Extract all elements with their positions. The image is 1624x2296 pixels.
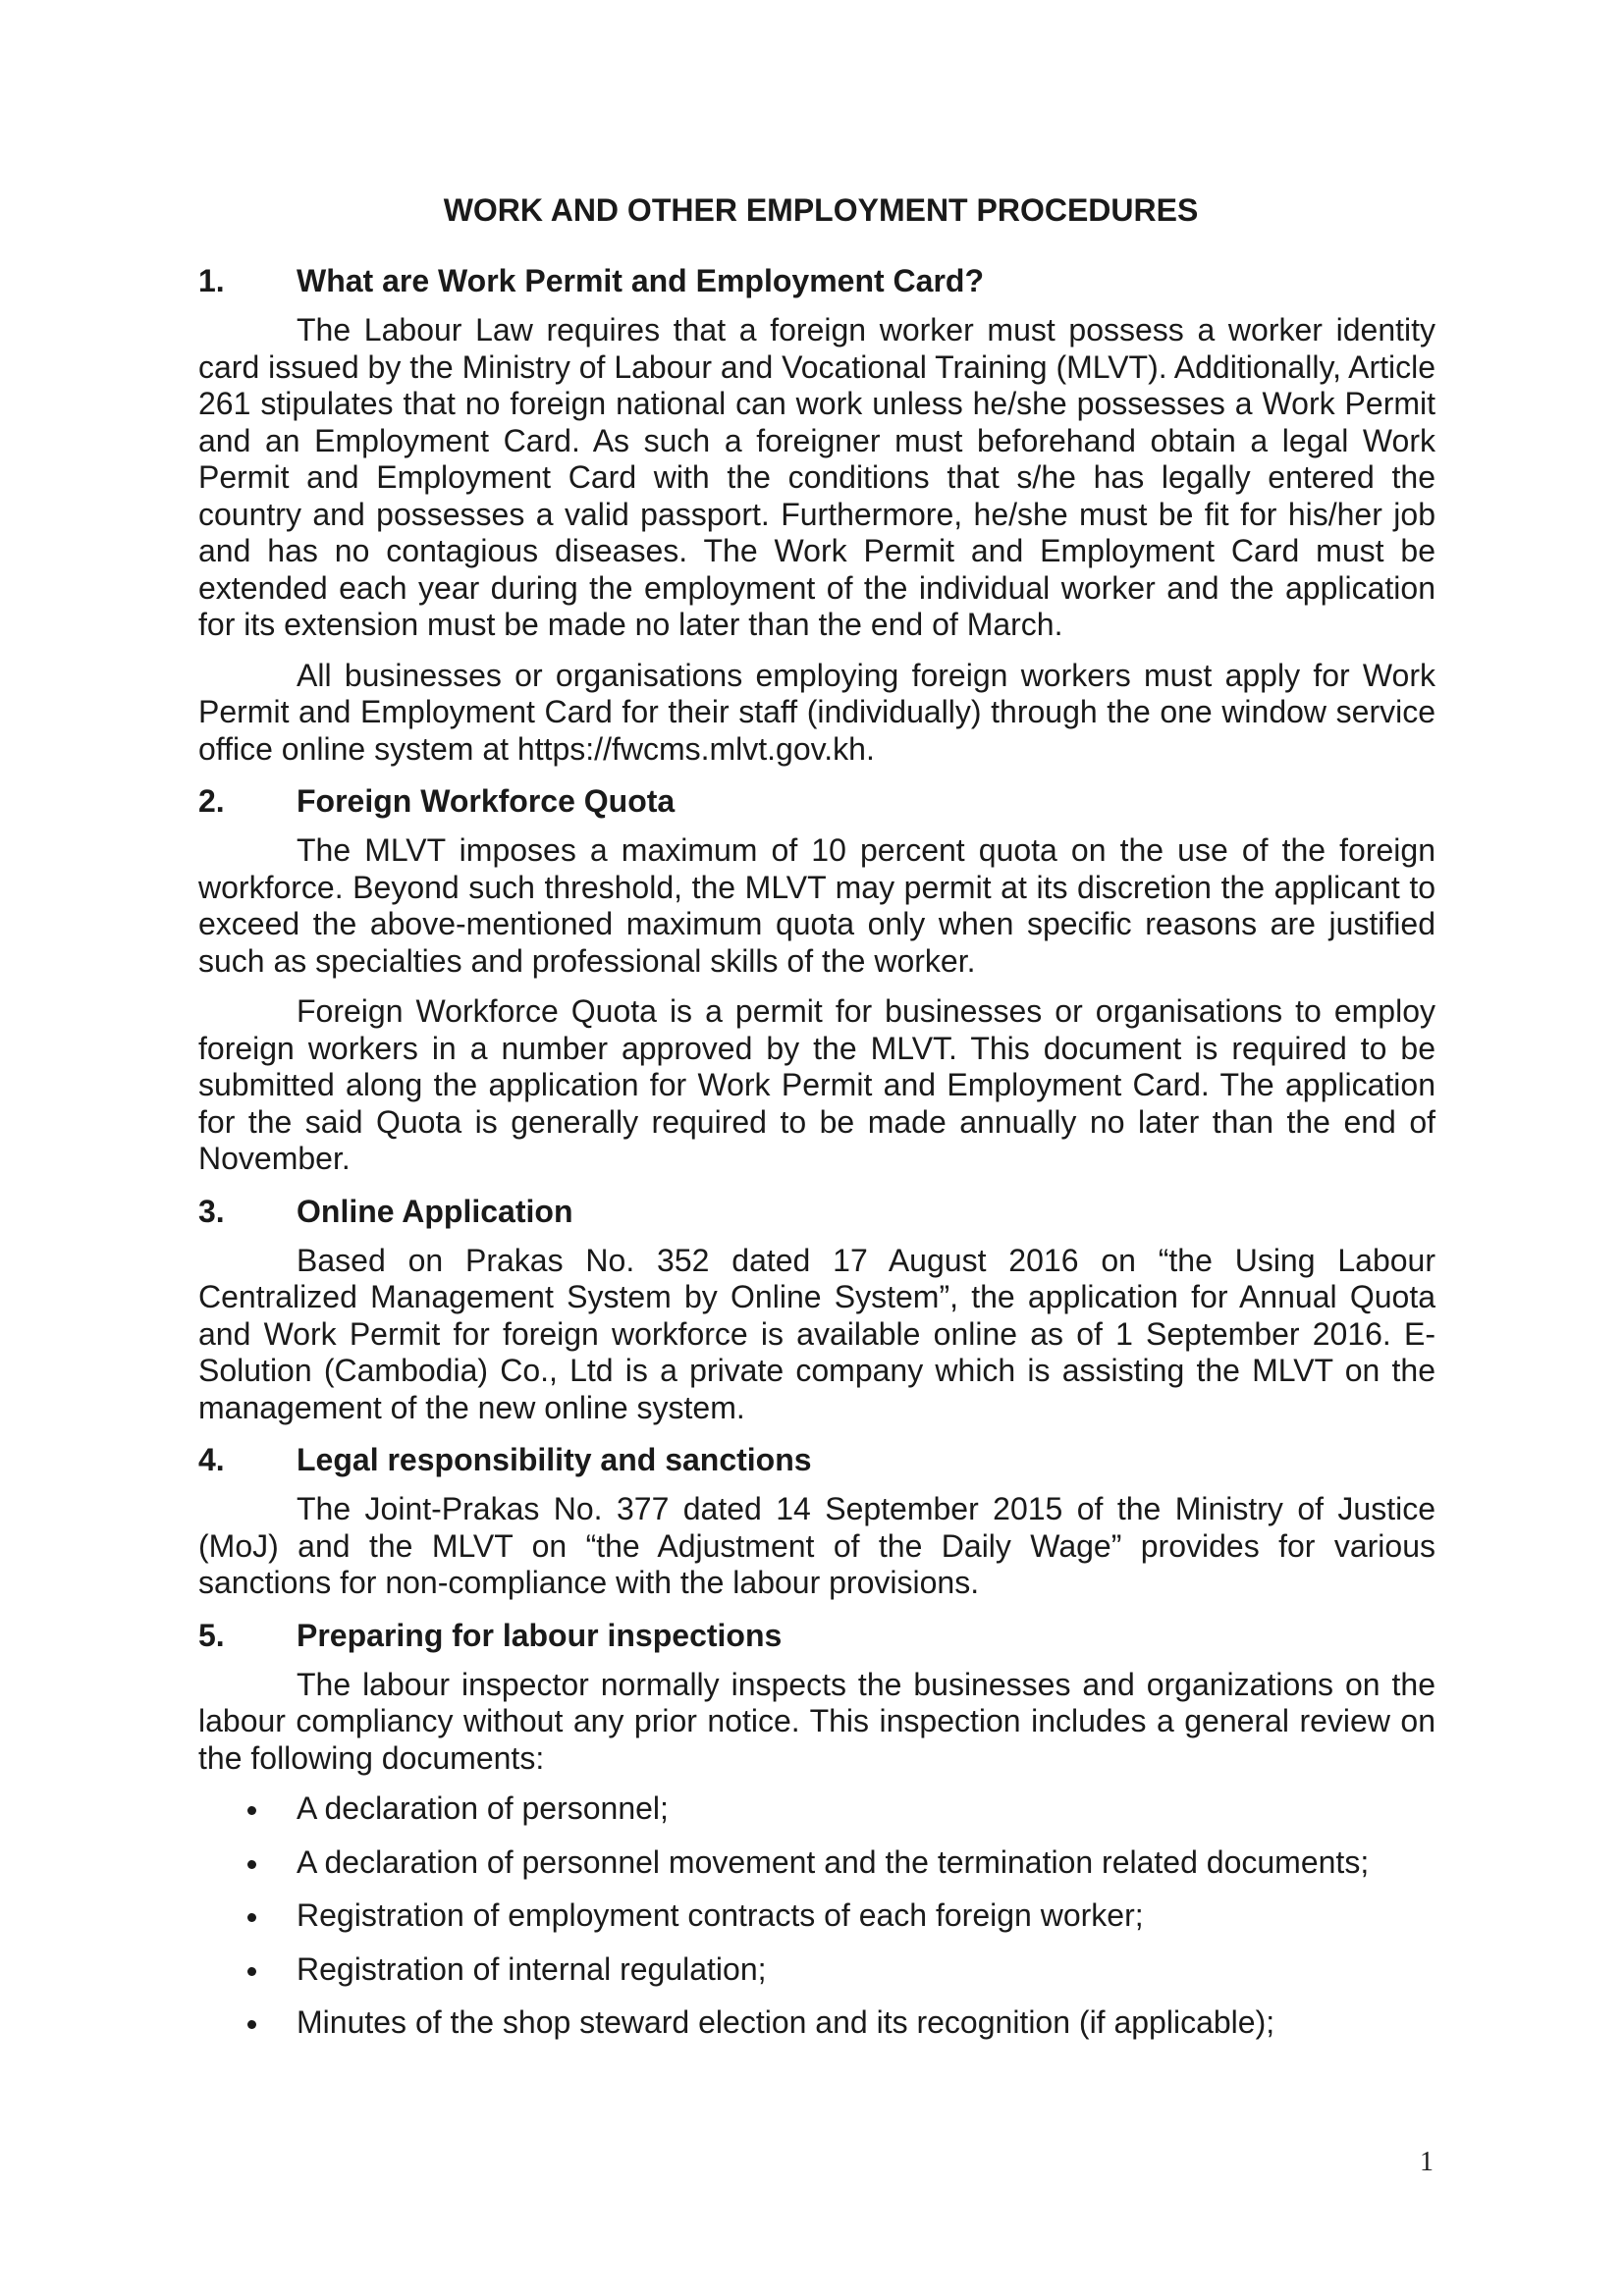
section-title: Preparing for labour inspections — [297, 1617, 783, 1653]
paragraph: The Joint-Prakas No. 377 dated 14 September 2015 of the Ministry of Justice (MoJ) and the MLVT on “the Adjustment of the Daily Wage” provides for various sanctions for non-compliance with the labour provisions. — [198, 1491, 1435, 1600]
document-checklist — [198, 1790, 1435, 2042]
list-item-text: A declaration of personnel movement and the termination related documents; — [297, 1843, 1370, 1880]
list-item — [198, 1790, 1435, 1828]
section-work-permit — [198, 261, 1435, 768]
section-number: 4. — [198, 1442, 225, 1477]
bullet-icon — [198, 2004, 297, 2042]
list-item — [198, 1951, 1435, 1989]
section-title: What are Work Permit and Employment Card? — [297, 263, 984, 298]
paragraph: The labour inspector normally inspects the businesses and organizations on the labour compliancy without any prior notice. This inspection includes a general review on the following documents: — [198, 1666, 1435, 1776]
bullet-icon — [198, 1951, 297, 1989]
bullet-icon — [198, 1844, 297, 1882]
bullet-icon — [198, 1790, 297, 1828]
section-heading — [198, 781, 1435, 821]
section-title: Online Application — [297, 1193, 573, 1229]
list-item-text: A declaration of personnel; — [297, 1790, 669, 1826]
section-heading — [198, 1192, 1435, 1231]
paragraph: The MLVT imposes a maximum of 10 percent quota on the use of the foreign workforce. Beyond such threshold, the MLVT may permit at its discretion the applicant to exceed the above-mentioned maximum quota only when specific reasons are justified such as specialties and professional skills of the worker. — [198, 832, 1435, 979]
bullet-icon — [198, 1897, 297, 1935]
paragraph: All businesses or organisations employing foreign workers must apply for Work Permit and Employment Card for their staff (individually) through the one window service office online system at https://fwcms.mlvt.gov.kh. — [198, 657, 1435, 767]
section-title: Legal responsibility and sanctions — [297, 1442, 812, 1477]
list-item — [198, 2004, 1435, 2042]
section-heading — [198, 1616, 1435, 1655]
paragraph: The Labour Law requires that a foreign worker must possess a worker identity card issued by the Ministry of Labour and Vocational Training (MLVT). Additionally, Article 261 stipulates that no foreign national can work unless he/she possesses a Work Permit and an Employment Card. As such a foreigner must beforehand obtain a legal Work Permit and Employment Card with the conditions that s/he has legally entered the country and possesses a valid passport. Furthermore, he/she must be fit for his/her job and has no contagious diseases. The Work Permit and Employment Card must be extended each year during the employment of the individual worker and the application for its extension must be made no later than the end of March. — [198, 312, 1435, 642]
document-title: WORK AND OTHER EMPLOYMENT PROCEDURES — [443, 192, 1199, 228]
list-item — [198, 1897, 1435, 1935]
section-number: 2. — [198, 783, 225, 819]
list-item-text: Minutes of the shop steward election and its recognition (if applicable); — [297, 2004, 1275, 2040]
page-number: 1 — [1420, 2147, 1434, 2177]
section-heading — [198, 261, 1435, 300]
section-number: 1. — [198, 263, 225, 298]
list-item-text: Registration of internal regulation; — [297, 1950, 767, 1987]
section-labour-inspections — [198, 1616, 1435, 2042]
document-body — [198, 190, 1435, 2058]
section-online-application — [198, 1192, 1435, 1427]
list-item-text: Registration of employment contracts of each foreign worker; — [297, 1897, 1144, 1933]
list-item — [198, 1844, 1435, 1882]
section-heading — [198, 1440, 1435, 1479]
paragraph: Based on Prakas No. 352 dated 17 August 2016 on “the Using Labour Centralized Management System by Online System”, the application for Annual Quota and Work Permit for foreign workforce is available online as of 1 September 2016. E-Solution (Cambodia) Co., Ltd is a private company which is assisting the MLVT on the management of the new online system. — [198, 1242, 1435, 1425]
section-legal-responsibility — [198, 1440, 1435, 1602]
section-foreign-workforce-quota — [198, 781, 1435, 1178]
section-number: 3. — [198, 1193, 225, 1229]
section-number: 5. — [198, 1617, 225, 1653]
paragraph: Foreign Workforce Quota is a permit for businesses or organisations to employ foreign workers in a number approved by the MLVT. This document is required to be submitted along the application for Work Permit and Employment Card. The application for the said Quota is generally required to be made annually no later than the end of November. — [198, 993, 1435, 1176]
section-title: Foreign Workforce Quota — [297, 783, 676, 819]
